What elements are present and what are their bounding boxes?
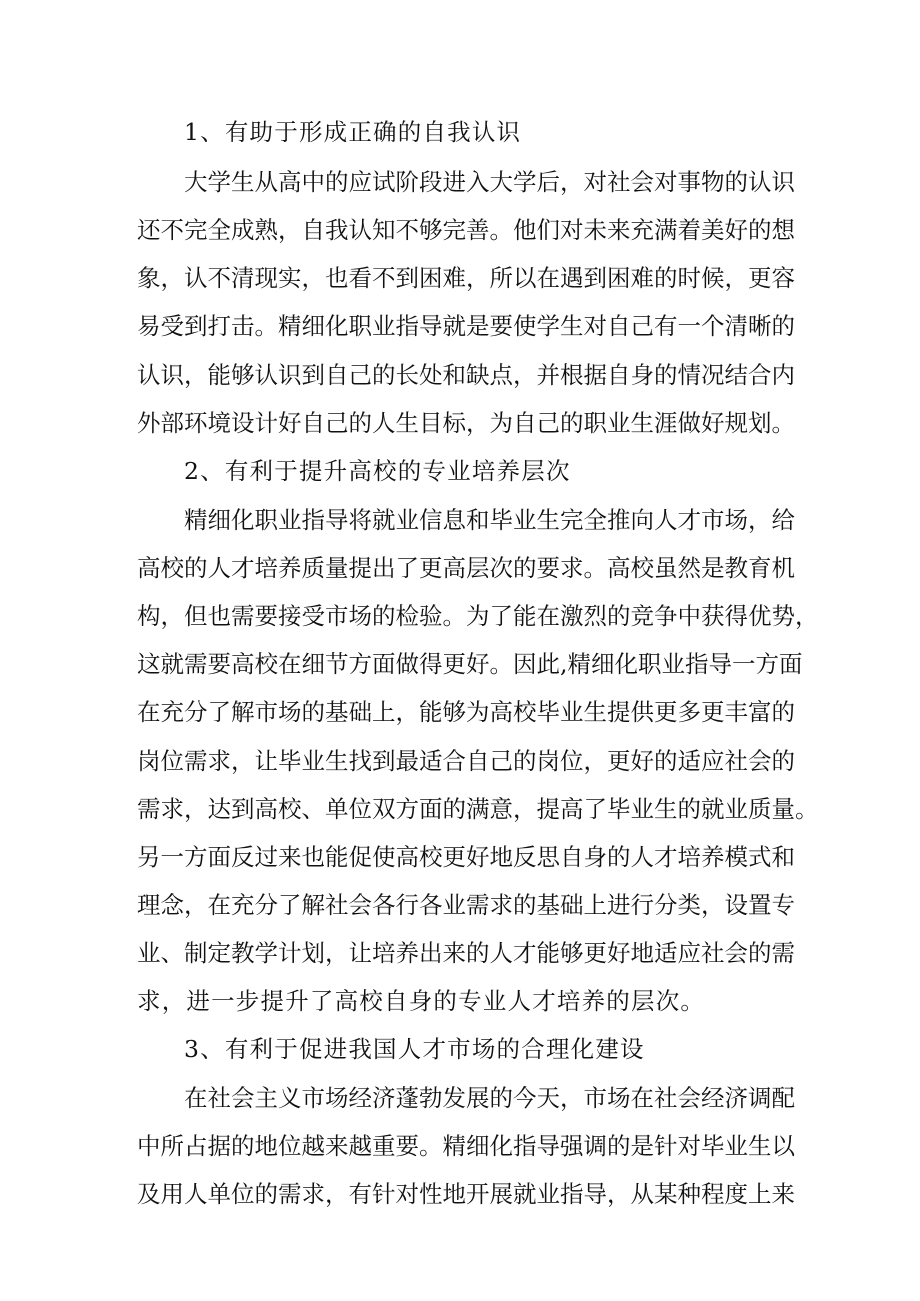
paragraph-3-line-1: 在社会主义市场经济蓬勃发展的今天，市场在社会经济调配: [184, 1084, 795, 1112]
section-2-heading: 2、有利于提升高校的专业培养层次: [184, 457, 571, 485]
paragraph-1-line-2: 还不完全成熟，自我认知不够完善。他们对未来充满着美好的想: [137, 216, 795, 244]
paragraph-2-line-8: 另一方面反过来也能促使高校更好地反思自身的人才培养模式和: [137, 843, 795, 871]
paragraph-2-line-4: 这就需要高校在细节方面做得更好。因此,精细化职业指导一方面: [137, 650, 803, 678]
paragraph-2-line-2: 高校的人才培养质量提出了更高层次的要求。高校虽然是教育机: [137, 554, 795, 582]
paragraph-1-line-5: 认识，能够认识到自己的长处和缺点，并根据自身的情况结合内: [137, 361, 795, 389]
paragraph-2-line-7: 需求，达到高校、单位双方面的满意，提高了毕业生的就业质量。: [137, 795, 819, 823]
paragraph-1-line-4: 易受到打击。精细化职业指导就是要使学生对自己有一个清晰的: [137, 312, 795, 340]
paragraph-2-line-5: 在充分了解市场的基础上，能够为高校毕业生提供更多更丰富的: [137, 698, 795, 726]
paragraph-1-line-1: 大学生从高中的应试阶段进入大学后，对社会对事物的认识: [184, 168, 795, 196]
paragraph-2-line-3: 构，但也需要接受市场的检验。为了能在激烈的竞争中获得优势，: [137, 602, 819, 630]
paragraph-1-line-6: 外部环境设计好自己的人生目标，为自己的职业生涯做好规划。: [137, 409, 795, 437]
paragraph-2-line-9: 理念，在充分了解社会各行各业需求的基础上进行分类，设置专: [137, 891, 795, 919]
paragraph-3-line-2: 中所占据的地位越来越重要。精细化指导强调的是针对毕业生以: [137, 1132, 795, 1160]
paragraph-2-line-1: 精细化职业指导将就业信息和毕业生完全推向人才市场，给: [184, 506, 795, 534]
paragraph-2-line-6: 岗位需求，让毕业生找到最适合自己的岗位，更好的适应社会的: [137, 747, 795, 775]
paragraph-2-line-10: 业、制定教学计划，让培养出来的人才能够更好地适应社会的需: [137, 939, 795, 967]
section-1-heading: 1、有助于形成正确的自我认识: [184, 118, 522, 146]
paragraph-2-line-11: 求，进一步提升了高校自身的专业人才培养的层次。: [137, 987, 706, 1015]
paragraph-3-line-3: 及用人单位的需求，有针对性地开展就业指导，从某种程度上来: [137, 1180, 795, 1208]
paragraph-1-line-3: 象，认不清现实，也看不到困难，所以在遇到困难的时候，更容: [137, 264, 795, 292]
section-3-heading: 3、有利于促进我国人才市场的合理化建设: [184, 1035, 645, 1063]
